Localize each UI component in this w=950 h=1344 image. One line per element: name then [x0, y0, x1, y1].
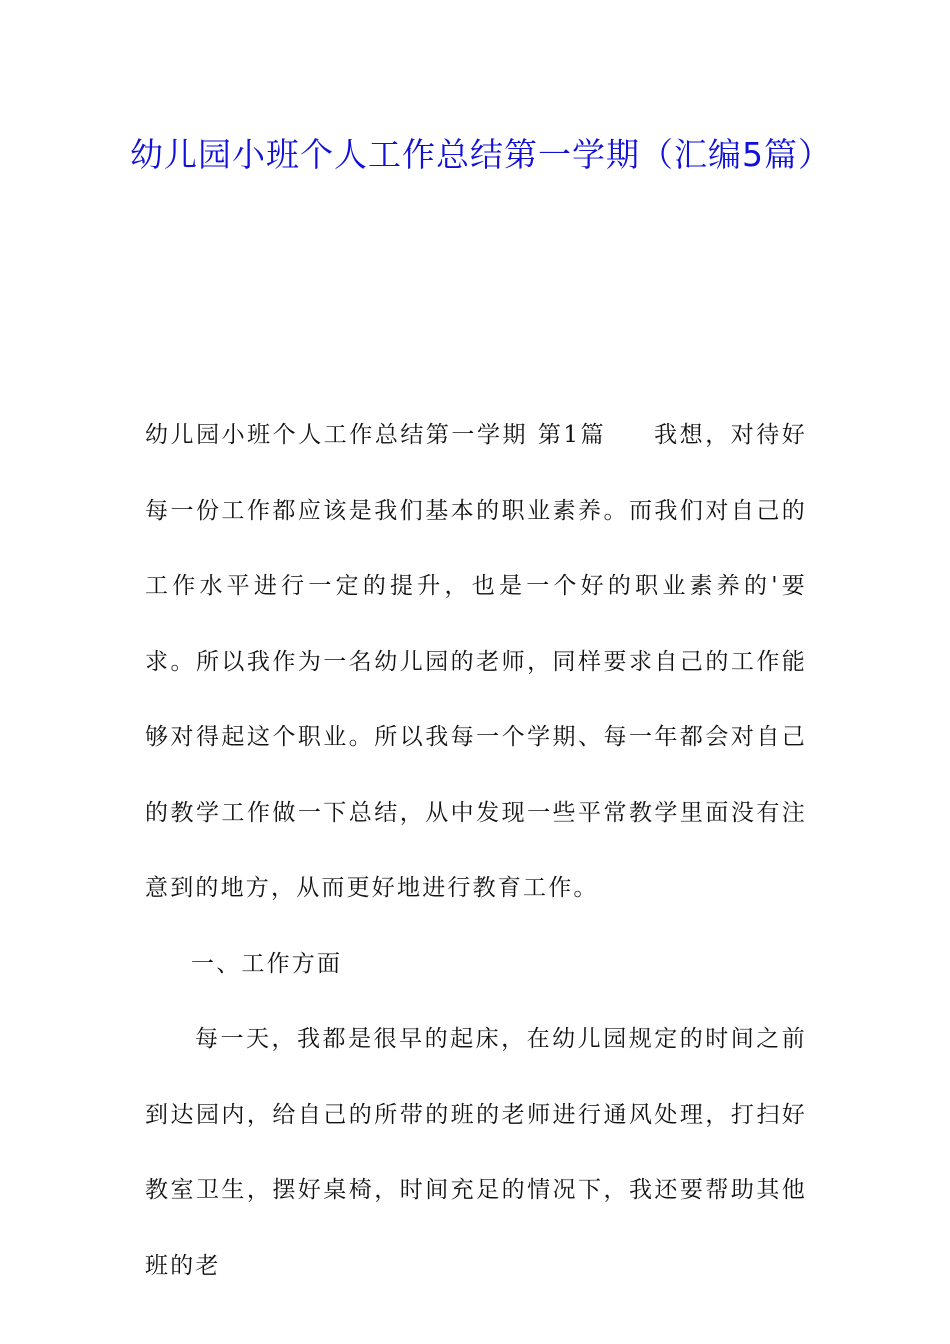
intro-heading: 幼儿园小班个人工作总结第一学期 第1篇 — [145, 422, 607, 448]
document-title: 幼儿园小班个人工作总结第一学期（汇编5篇） — [130, 135, 832, 174]
intro-paragraph — [145, 398, 807, 927]
section-paragraph: 每一天，我都是很早的起床，在幼儿园规定的时间之前到达园内，给自己的所带的班的老师进行通风处理，打扫好教室卫生，摆好桌椅，时间充足的情况下，我还要帮助其他班的老 — [145, 1026, 807, 1279]
document-body — [145, 398, 807, 1304]
section-heading: 一、工作方面 — [191, 950, 343, 977]
intro-paragraph-text: 我想，对待好每一份工作都应该是我们基本的职业素养。而我们对自己的工作水平进行一定的提升，也是一个好的职业素养的'要求。所以我作为一名幼儿园的老师，同样要求自己的工作能够对得起这个职业。所以我每一个学期、每一年都会对自己的教学工作做一下总结，从中发现一些平常教学里面没有注意到的地方，从而更好地进行教育工作。 — [145, 422, 808, 901]
